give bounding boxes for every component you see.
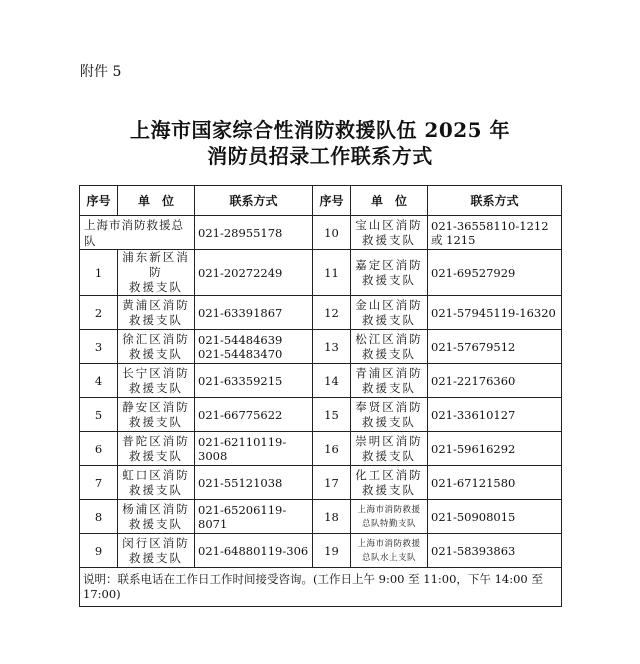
unit-line: 静安区消防 [122, 399, 190, 414]
unit-cell-merged: 上海市消防救援总队 [80, 216, 195, 250]
seq-cell: 3 [80, 330, 118, 364]
phone-number: 021-66775622 [198, 407, 283, 422]
table-row [80, 432, 562, 466]
seq-cell: 2 [80, 296, 118, 330]
unit-line: 崇明区消防 [355, 433, 423, 448]
phone-number: 或 1215 [431, 232, 476, 247]
table-row [80, 466, 562, 500]
table-row [80, 216, 562, 250]
seq-cell: 17 [313, 466, 351, 500]
seq-cell: 12 [313, 296, 351, 330]
unit-line: 总队特勤支队 [361, 518, 416, 529]
unit-cell [118, 466, 195, 500]
unit-line: 救援支队 [129, 550, 183, 565]
phone-number: 021-58393863 [431, 543, 516, 558]
seq-cell: 15 [313, 398, 351, 432]
unit-line: 虹口区消防 [122, 467, 190, 482]
unit-cell [351, 466, 428, 500]
phone-number: 021-28955178 [198, 225, 283, 240]
unit-cell [118, 534, 195, 568]
table-row [80, 330, 562, 364]
unit-cell [351, 296, 428, 330]
unit-line: 救援支队 [129, 380, 183, 395]
unit-cell [118, 330, 195, 364]
phone-cell [195, 216, 313, 250]
header-seq: 序号 [80, 186, 118, 216]
contact-table [79, 185, 562, 607]
phone-number: 021-63391867 [198, 305, 283, 320]
phone-cell [428, 216, 562, 250]
header-seq: 序号 [313, 186, 351, 216]
table-row [80, 534, 562, 568]
seq-cell: 16 [313, 432, 351, 466]
unit-line: 化工区消防 [355, 467, 423, 482]
header-unit: 单 位 [351, 186, 428, 216]
phone-cell [428, 250, 562, 296]
unit-cell [351, 432, 428, 466]
phone-number: 021-69527929 [431, 265, 516, 280]
seq-cell: 9 [80, 534, 118, 568]
phone-number: 021-54483470 [198, 346, 283, 361]
unit-cell [118, 250, 195, 296]
seq-cell: 10 [313, 216, 351, 250]
unit-line: 上海市消防救援 [357, 538, 421, 549]
unit-line: 宝山区消防 [355, 217, 423, 232]
seq-cell: 8 [80, 500, 118, 534]
attachment-label: 附件 5 [80, 64, 122, 80]
seq-cell: 4 [80, 364, 118, 398]
phone-number: 021-55121038 [198, 475, 283, 490]
unit-cell [118, 500, 195, 534]
unit-line: 救援支队 [362, 448, 416, 463]
phone-cell [428, 500, 562, 534]
seq-cell: 11 [313, 250, 351, 296]
phone-cell [195, 398, 313, 432]
phone-cell [195, 466, 313, 500]
unit-line: 杨浦区消防 [122, 501, 190, 516]
unit-line: 救援支队 [129, 414, 183, 429]
unit-line: 救援支队 [129, 312, 183, 327]
unit-cell [351, 500, 428, 534]
unit-line: 普陀区消防 [122, 433, 190, 448]
phone-number: 021-57945119-16320 [431, 305, 556, 320]
table-row [80, 398, 562, 432]
unit-cell [118, 364, 195, 398]
header-contact: 联系方式 [428, 186, 562, 216]
seq-cell: 14 [313, 364, 351, 398]
seq-cell: 7 [80, 466, 118, 500]
unit-line: 闵行区消防 [122, 535, 190, 550]
unit-cell [118, 398, 195, 432]
unit-cell [118, 296, 195, 330]
phone-number: 021-22176360 [431, 373, 516, 388]
phone-number: 021-36558110-1212 [431, 218, 549, 233]
unit-line: 救援支队 [129, 448, 183, 463]
unit-line: 金山区消防 [355, 297, 423, 312]
phone-cell [195, 250, 313, 296]
phone-number: 021-65206119-8071 [198, 502, 287, 531]
table-row [80, 250, 562, 296]
phone-number: 021-59616292 [431, 441, 516, 456]
unit-cell [351, 250, 428, 296]
phone-cell [428, 364, 562, 398]
phone-cell [195, 364, 313, 398]
note-row [80, 568, 562, 607]
unit-line: 救援支队 [362, 272, 416, 287]
phone-number: 021-63359215 [198, 373, 283, 388]
footnote: 说明：联系电话在工作日工作时间接受咨询。(工作日上午 9:00 至 11:00，下午 14:00 至 17:00) [80, 568, 562, 607]
phone-cell [195, 432, 313, 466]
unit-line: 徐汇区消防 [122, 331, 190, 346]
phone-cell [195, 534, 313, 568]
unit-line: 救援支队 [362, 380, 416, 395]
unit-line: 救援支队 [362, 346, 416, 361]
unit-line: 嘉定区消防 [355, 257, 423, 272]
phone-cell [428, 296, 562, 330]
unit-line: 救援支队 [129, 516, 183, 531]
phone-cell [195, 500, 313, 534]
unit-line: 救援支队 [129, 346, 183, 361]
unit-cell [351, 330, 428, 364]
table-row [80, 364, 562, 398]
seq-cell: 5 [80, 398, 118, 432]
unit-cell [351, 534, 428, 568]
header-contact: 联系方式 [195, 186, 313, 216]
unit-line: 救援支队 [362, 312, 416, 327]
phone-number: 021-50908015 [431, 509, 516, 524]
unit-line: 救援支队 [362, 414, 416, 429]
phone-number: 021-62110119-3008 [198, 434, 287, 463]
phone-cell [428, 330, 562, 364]
unit-line: 救援支队 [362, 232, 416, 247]
unit-line: 救援支队 [129, 482, 183, 497]
document-subtitle: 消防员招录工作联系方式 [207, 144, 433, 168]
phone-number: 021-64880119-306 [198, 543, 309, 558]
unit-line: 长宁区消防 [122, 365, 190, 380]
unit-line: 奉贤区消防 [355, 399, 423, 414]
seq-cell: 1 [80, 250, 118, 296]
phone-number: 021-20272249 [198, 265, 283, 280]
table-row [80, 500, 562, 534]
phone-cell [428, 398, 562, 432]
unit-line: 总队水上支队 [361, 552, 416, 563]
unit-line: 松江区消防 [355, 331, 423, 346]
unit-line: 黄浦区消防 [122, 297, 190, 312]
phone-number: 021-67121580 [431, 475, 516, 490]
table-row [80, 296, 562, 330]
phone-cell [428, 432, 562, 466]
unit-line: 青浦区消防 [355, 365, 423, 380]
phone-number: 021-57679512 [431, 339, 516, 354]
document-title: 上海市国家综合性消防救援队伍 2025 年 [129, 118, 511, 142]
phone-cell [195, 296, 313, 330]
phone-cell [428, 534, 562, 568]
header-unit: 单 位 [118, 186, 195, 216]
unit-cell [118, 432, 195, 466]
unit-cell [351, 216, 428, 250]
seq-cell: 19 [313, 534, 351, 568]
seq-cell: 13 [313, 330, 351, 364]
unit-cell [351, 364, 428, 398]
seq-cell: 6 [80, 432, 118, 466]
phone-cell [195, 330, 313, 364]
unit-line: 浦东新区消防 [122, 250, 190, 279]
unit-line: 上海市消防救援 [357, 504, 421, 515]
phone-number: 021-54484639 [198, 332, 283, 347]
unit-cell [351, 398, 428, 432]
header-row [80, 186, 562, 216]
unit-line: 救援支队 [362, 482, 416, 497]
phone-number: 021-33610127 [431, 407, 516, 422]
unit-line: 救援支队 [129, 280, 183, 294]
seq-cell: 18 [313, 500, 351, 534]
phone-cell [428, 466, 562, 500]
